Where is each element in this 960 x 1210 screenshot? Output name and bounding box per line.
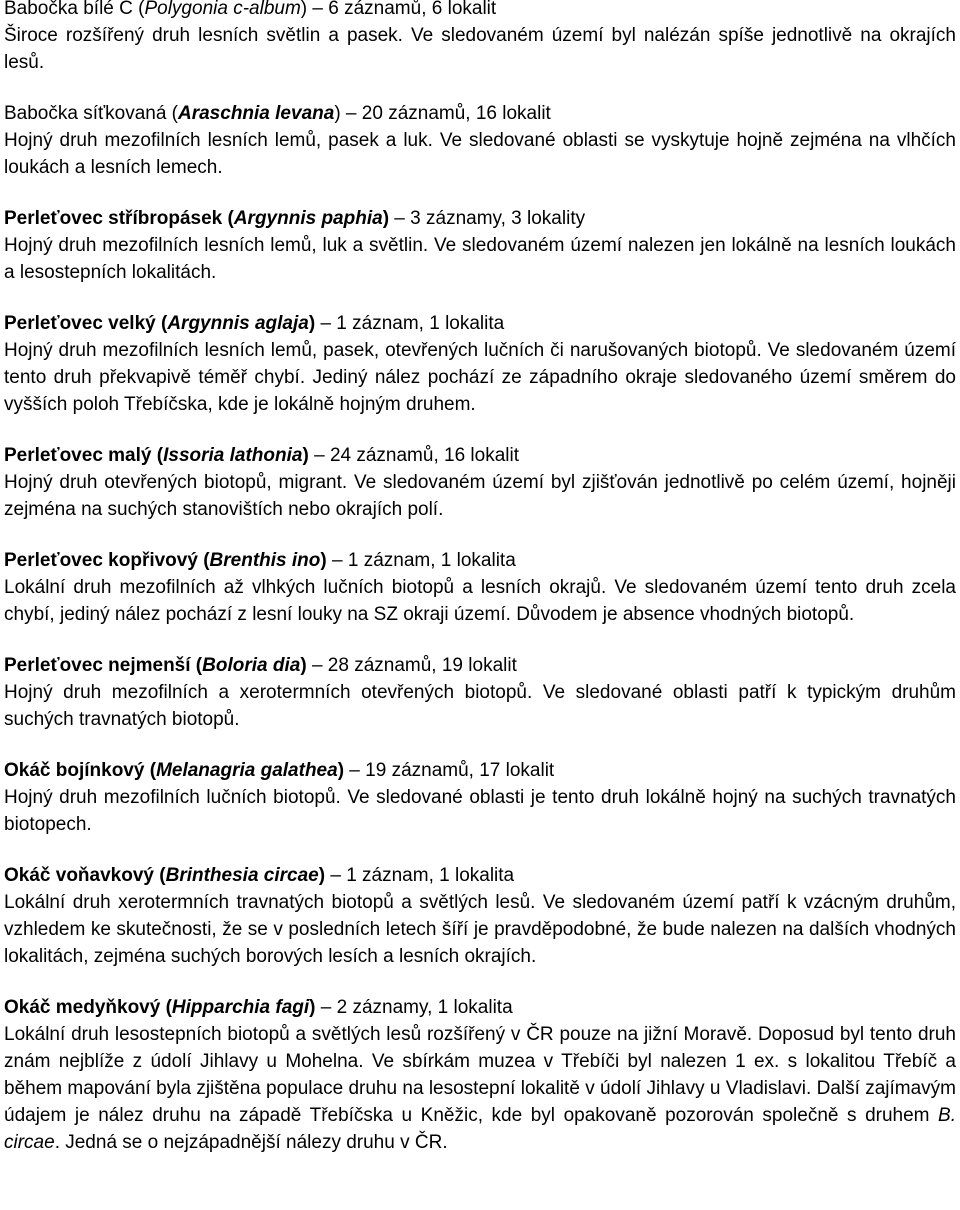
- species-description: Hojný druh otevřených biotopů, migrant. Ve sledovaném území byl zjišťován jednotlivě po celém území, hojněji zejména na suchých stanovištích nebo okrajích polí.: [4, 472, 956, 520]
- description-text-end: . Jedná se o nejzápadnější nálezy druhu v ČR.: [54, 1132, 448, 1153]
- species-entry-polygonia-c-album: [4, 0, 956, 76]
- species-name: Perleťovec stříbropásek: [4, 208, 223, 229]
- dash: –: [312, 0, 323, 19]
- species-stats: 1 záznam, 1 lokalita: [336, 313, 505, 334]
- species-name: Perleťovec velký: [4, 313, 156, 334]
- description-text: Lokální druh lesostepních biotopů a světlých lesů rozšířený v ČR pouze na jižní Moravě. Doposud byl tento druh znám nejblíže z údolí Jihlavy u Mohelna. Ve sbírkám muzea v Třebíči byl nalezen 1 ex. s lokalitou Třebíč a během mapování byla zjištěna populace druhu na lesostepní lokalitě v údolí Jihlavy u Vladislavi. Další zajímavým údajem je nález druhu na západě Třebíčska u Kněžic, kde byl opakovaně pozorován společně s druhem: [4, 1024, 956, 1126]
- species-heading: Okáč bojínkový (Melanagria galathea) – 19 záznamů, 17 lokalit: [4, 760, 555, 781]
- species-description: Lokální druh xerotermních travnatých biotopů a světlých lesů. Ve sledovaném území patří k vzácným druhům, vzhledem ke skutečnosti, že se v posledních letech šíří je pravděpodobné, že bude nalezen na dalších vhodných lokalitách, zejména suchých borových lesích a lesních okrajích.: [4, 892, 956, 967]
- species-name: Perleťovec kopřivový: [4, 550, 198, 571]
- species-description: Hojný druh mezofilních lesních lemů, pasek, otevřených lučních či narušovaných biotopů. Ve sledovaném území tento druh překvapivě téměř chybí. Jediný nález pochází ze západního okraje sledovaného území směrem do vyšších poloh Třebíčska, kde je lokálně hojným druhem.: [4, 340, 956, 415]
- species-latin-name: Araschnia levana: [178, 103, 335, 124]
- dash: –: [320, 997, 332, 1018]
- species-latin-name: Polygonia c-album: [144, 0, 301, 19]
- species-heading: Perleťovec kopřivový (Brenthis ino) – 1 záznam, 1 lokalita: [4, 550, 516, 571]
- species-heading: Okáč medyňkový (Hipparchia fagi) – 2 záznamy, 1 lokalita: [4, 997, 513, 1018]
- species-latin-name: Melanagria galathea: [156, 760, 338, 781]
- species-heading: Perleťovec velký (Argynnis aglaja) – 1 záznam, 1 lokalita: [4, 313, 505, 334]
- dash: –: [330, 865, 341, 886]
- species-heading: Perleťovec stříbropásek (Argynnis paphia) – 3 záznamy, 3 lokality: [4, 208, 586, 229]
- species-name: Okáč bojínkový: [4, 760, 145, 781]
- species-name: Perleťovec nejmenší: [4, 655, 191, 676]
- species-name: Okáč voňavkový: [4, 865, 154, 886]
- species-heading: Perleťovec malý (Issoria lathonia) – 24 záznamů, 16 lokalit: [4, 445, 519, 466]
- species-heading: Perleťovec nejmenší (Boloria dia) – 28 záznamů, 19 lokalit: [4, 655, 517, 676]
- species-entry-argynnis-aglaja: [4, 311, 956, 418]
- species-heading: Okáč voňavkový (Brinthesia circae) – 1 záznam, 1 lokalita: [4, 865, 515, 886]
- species-name: Okáč medyňkový: [4, 997, 161, 1018]
- species-entry-argynnis-paphia: [4, 206, 956, 286]
- species-heading: Babočka bílé C (Polygonia c-album) – 6 záznamů, 6 lokalit: [4, 0, 497, 19]
- species-latin-name: Brinthesia circae: [165, 865, 319, 886]
- species-entry-hipparchia-fagi: [4, 995, 956, 1156]
- species-description: Hojný druh mezofilních lučních biotopů. Ve sledované oblasti je tento druh lokálně hojný na suchých travnatých biotopech.: [4, 787, 956, 835]
- species-latin-name: Brenthis ino: [209, 550, 321, 571]
- species-description: Hojný druh mezofilních lesních lemů, luk a světlin. Ve sledovaném území nalezen jen lokálně na lesních loukách a lesostepních lokalitách.: [4, 235, 956, 283]
- dash: –: [349, 760, 360, 781]
- dash: –: [314, 445, 325, 466]
- species-description: [4, 1021, 956, 1156]
- species-entry-issoria-lathonia: [4, 443, 956, 523]
- species-latin-name: Issoria lathonia: [163, 445, 303, 466]
- species-description: Hojný druh mezofilních a xerotermních otevřených biotopů. Ve sledované oblasti patří k typickým druhům suchých travnatých biotopů.: [4, 682, 956, 730]
- species-entry-brinthesia-circae: [4, 863, 956, 970]
- species-stats: 6 záznamů, 6 lokalit: [328, 0, 497, 19]
- dash: –: [345, 103, 357, 124]
- species-name: Perleťovec malý: [4, 445, 152, 466]
- species-entry-brenthis-ino: [4, 548, 956, 628]
- species-stats: 20 záznamů, 16 lokalit: [361, 103, 551, 124]
- species-stats: 24 záznamů, 16 lokalit: [329, 445, 519, 466]
- dash: –: [320, 313, 332, 334]
- species-entry-melanagria-galathea: [4, 758, 956, 838]
- species-stats: 1 záznam, 1 lokalita: [347, 550, 516, 571]
- species-latin-name: Argynnis paphia: [233, 208, 383, 229]
- species-name: Babočka bílé C: [4, 0, 133, 19]
- species-latin-name: Boloria dia: [202, 655, 301, 676]
- description-italic-species: B. circae: [4, 1105, 956, 1153]
- species-stats: 3 záznamy, 3 lokality: [410, 208, 586, 229]
- species-description: Hojný druh mezofilních lesních lemů, pasek a luk. Ve sledované oblasti se vyskytuje hojně zejména na vlhčích loukách a lesních lemech.: [4, 130, 956, 178]
- dash: –: [394, 208, 405, 229]
- species-stats: 2 záznamy, 1 lokalita: [336, 997, 513, 1018]
- species-entry-araschnia-levana: [4, 101, 956, 181]
- species-latin-name: Argynnis aglaja: [167, 313, 309, 334]
- species-latin-name: Hipparchia fagi: [171, 997, 310, 1018]
- species-heading: Babočka síťkovaná (Araschnia levana) – 20 záznamů, 16 lokalit: [4, 103, 551, 124]
- dash: –: [332, 550, 343, 571]
- species-description: Široce rozšířený druh lesních světlin a pasek. Ve sledovaném území byl nalézán spíše jednotlivě na okrajích lesů.: [4, 25, 956, 73]
- dash: –: [311, 655, 323, 676]
- species-stats: 1 záznam, 1 lokalita: [346, 865, 515, 886]
- species-name: Babočka síťkovaná: [4, 103, 167, 124]
- species-stats: 28 záznamů, 19 lokalit: [327, 655, 517, 676]
- species-description: Lokální druh mezofilních až vlhkých lučních biotopů a lesních okrajů. Ve sledovaném území tento druh zcela chybí, jediný nález pochází z lesní louky na SZ okraji území. Důvodem je absence vhodných biotopů.: [4, 577, 956, 625]
- species-stats: 19 záznamů, 17 lokalit: [365, 760, 555, 781]
- species-entry-boloria-dia: [4, 653, 956, 733]
